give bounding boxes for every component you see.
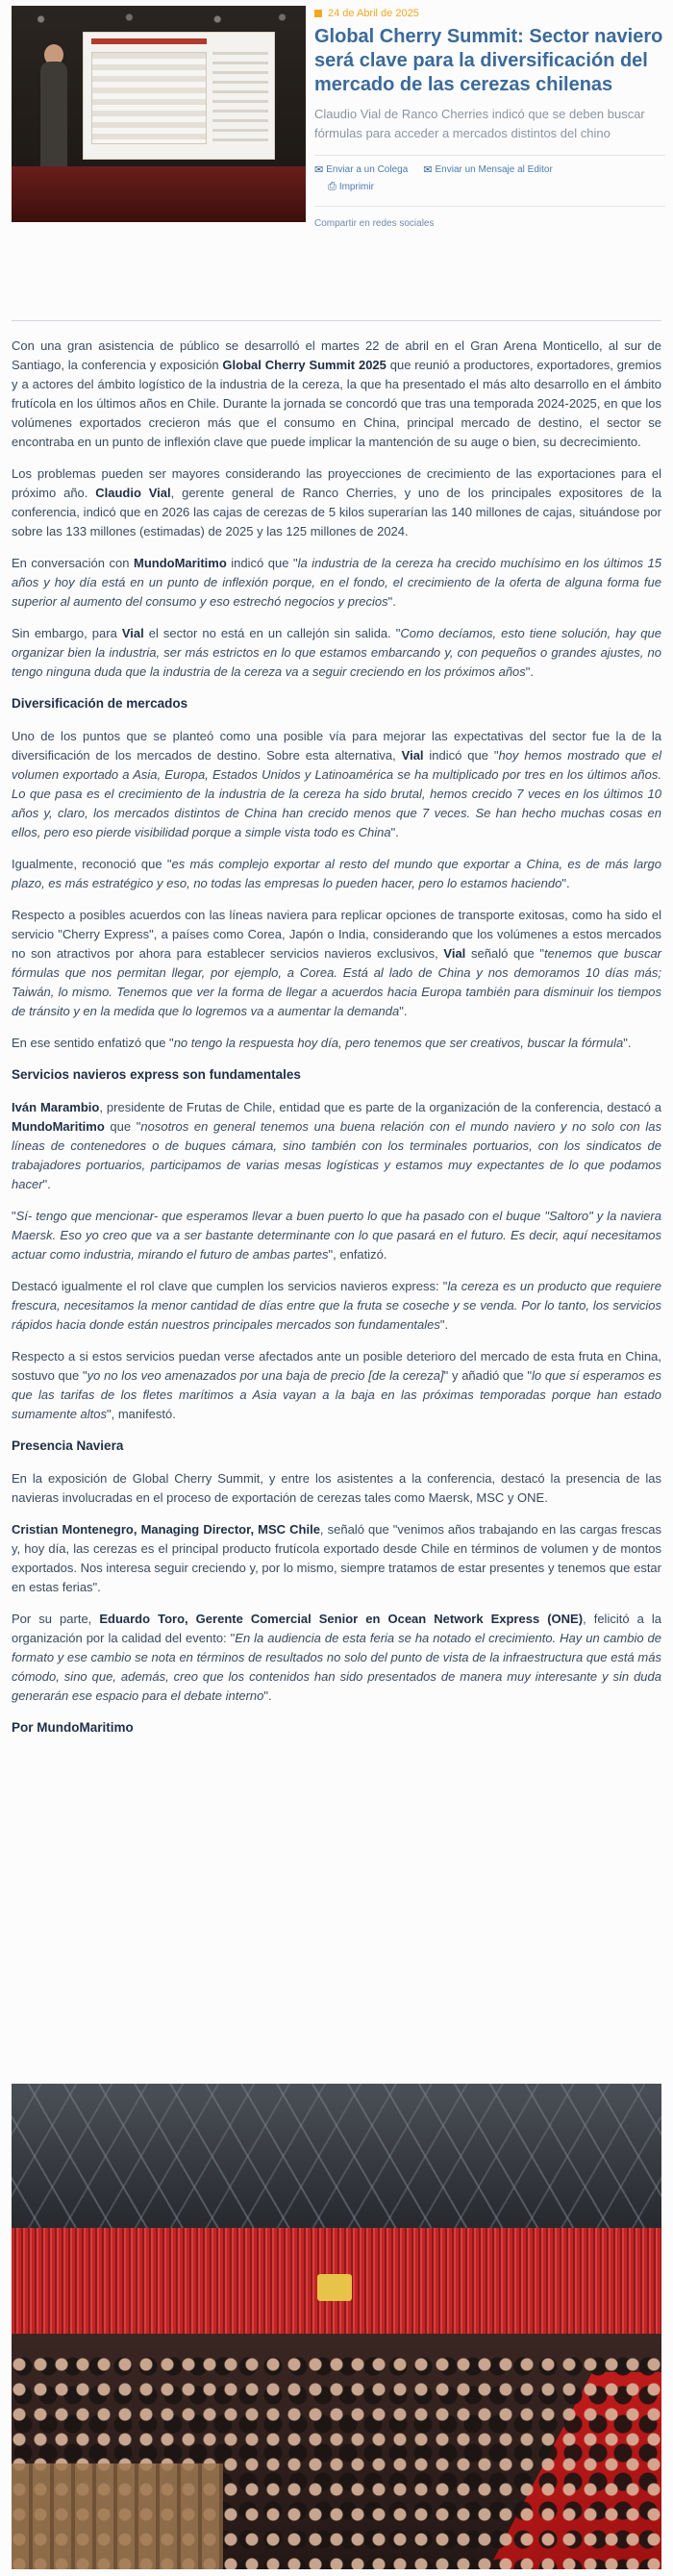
stage <box>12 166 306 222</box>
article-header <box>12 6 665 229</box>
event-photo <box>12 2084 661 2569</box>
paragraph: Respecto a si estos servicios puedan verse afectados ante un posible deterioro del mercado de esta fruta en China, sostuvo que "yo no los veo amenazados por una baja de precio [de la cereza]" y añadió que "lo que sí esperamos es que las tarifas de los fletes marítimos a Asia vayan a la baja en las próximas temporadas porque han estado sumamente altos", manifestó. <box>12 1349 662 1421</box>
print-link[interactable]: ⎙ Imprimir <box>328 180 374 192</box>
section-heading: Diversificación de mercados <box>12 696 188 711</box>
printer-icon: ⎙ <box>328 180 336 192</box>
paragraph: Cristian Montenegro, Managing Director, MSC Chile, señaló que "venimos años trabajando en las cargas frescas y, hoy día, las cerezas es el principal producto frutícola exportado desde Chile en términos de volumen y de montos exportados. Nos interesa seguir creciendo y, por lo mismo, siempre tratamos de estar presentes y tenemos que estar en estas ferias". <box>12 1522 661 1594</box>
stage-lights <box>12 10 306 29</box>
send-to-colleague-link[interactable]: ✉ Enviar a un Colega <box>314 163 409 176</box>
paragraph: En la exposición de Global Cherry Summit, y entre los asistentes a la conferencia, destacó la presencia de las navieras involucradas en el proceso de exportación de cerezas tales como Maersk, MSC y ONE. <box>12 1471 661 1505</box>
paragraph: En ese sentido enfatizó que "no tengo la respuesta hoy día, pero tenemos que ser creativos, buscar la fórmula". <box>12 1036 632 1050</box>
section-heading: Presencia Naviera <box>12 1438 124 1453</box>
event-logo <box>317 2274 352 2301</box>
article-subtitle: Claudio Vial de Ranco Cherries indicó que se deben buscar fórmulas para acceder a mercados distintos del chino <box>314 107 645 140</box>
paragraph: Igualmente, reconoció que "es más complejo exportar al resto del mundo que exportar a China, es de más largo plazo, es más estratégico y eso, no todas las empresas lo pueden hacer, pero lo estamos haciendo". <box>12 857 661 890</box>
hero-photo <box>12 6 306 222</box>
paragraph: Por su parte, Eduardo Toro, Gerente Comercial Senior en Ocean Network Express (ONE), felicitó a la organización por la calidad del evento: "En la audiencia de esta feria se ha notado el crecimiento. Hay un cambio de formato y ese cambio se nota en términos de resultados no solo del punto de vista de la infraestructura que está más cómodo, sino que, además, creo que los contenidos han sido presentados de manera muy interesante y sin duda generarán ese espacio para el debate interno". <box>12 1612 662 1703</box>
presentation-screen <box>83 32 275 160</box>
paragraph: Uno de los puntos que se planteó como una posible vía para mejorar las expectativas del sector fue la de la diversificación de los mercados de destino. Sobre esta alternativa, Vial indicó que "hoy hemos mostrado que el volumen exportado a Asia, Europa, Estados Unidos y Latinoamérica se ha multiplicado por tres en los últimos años. Lo que pasa es el crecimiento de la industria de la cereza ha sido brutal, hemos crecido 7 veces en los últimos 10 años y, claro, los mercados distintos de China han crecido menos que 7 veces. Se han hecho muchas cosas en ellos, pero eso pierde visibilidad porque a simple vista todo es China". <box>12 729 661 839</box>
paragraph: Con una gran asistencia de público se desarrolló el martes 22 de abril en el Gran Arena Monticello, al sur de Santiago, la conferencia y exposición Global Cherry Summit 2025 que reunió a productores, exportadores, gremios y a actores del ámbito logístico de la industria de la cereza, la que ha presentado el más alto desarrollo en el ámbito frutícola en los últimos años en Chile. Durante la jornada se concordó que tras una temporada 2024-2025, en que los volúmenes exportados crecieron más que el consumo en China, principal mercado de destino, el sector se encontraba en un punto de inflexión clave que puede implicar la mantención de su auge o bien, su decrecimiento. <box>12 338 662 449</box>
speaker <box>40 62 67 167</box>
article-date: 24 de Abril de 2025 <box>328 8 419 19</box>
byline: Por MundoMaritimo <box>12 1720 134 1735</box>
chairs <box>12 2463 223 2569</box>
envelope-icon: ✉ <box>423 163 433 176</box>
paragraph: Iván Marambio, presidente de Frutas de Chile, entidad que es parte de la organización de la conferencia, destacó a MundoMaritimo que "nosotros en general tenemos una buena relación con el mundo naviero y no solo con las líneas de contenedores o de buques cámara, sino también con los terminales portuarios, con los sindicatos de trabajadores portuarios, participamos de varias mesas logísticas y estamos muy expectantes de lo que podamos hacer". <box>12 1100 662 1191</box>
date-marker-icon <box>314 10 322 17</box>
paragraph: En conversación con MundoMaritimo indicó que "la industria de la cereza ha crecido muchísimo en los últimos 15 años y hoy día está en un punto de inflexión porque, en el fondo, el crecimiento de la oferta de alguna forma fue superior al aumento del consumo y eso estrechó negocios y precios". <box>12 556 661 609</box>
article-body <box>12 337 661 1751</box>
paragraph: Sin embargo, para Vial el sector no está en un callejón sin salida. "Como decíamos, esto tiene solución, hay que organizar bien la industria, ser más estrictos en lo que estamos embarcando y, con pequeños o grandes ajustes, no tengo ninguna duda que la industria de la cereza va a seguir creciendo en los próximos años". <box>12 626 661 679</box>
header-divider <box>12 320 661 321</box>
send-to-editor-link[interactable]: ✉ Enviar un Mensaje al Editor <box>423 163 553 176</box>
date-row <box>314 6 665 21</box>
section-heading: Servicios navieros express son fundamentales <box>12 1067 301 1082</box>
paragraph: "Sí- tengo que mencionar- que esperamos llevar a buen puerto lo que ha pasado con el buque "Saltoro" y la naviera Maersk. Eso yo creo que va a ser bastante determinante con lo que pasará en el futuro. Es decir, aquí necesitamos actuar como industria, mirando el futuro de ambas partes", enfatizó. <box>12 1209 661 1262</box>
paragraph: Destacó igualmente el rol clave que cumplen los servicios navieros express: "la cereza es un producto que requiere frescura, necesitamos la menor cantidad de días entre que la fruta se coseche y se venda. Por lo tanto, los servicios rápidos hacia donde están nuestros principales mercados son fundamentales". <box>12 1279 661 1332</box>
share-social-link[interactable]: Compartir en redes sociales <box>314 206 665 229</box>
article-actions <box>314 155 665 194</box>
article-title: Global Cherry Summit: Sector naviero será clave para la diversificación del mercado de las cerezas chilenas <box>314 26 663 95</box>
paragraph: Los problemas pueden ser mayores considerando las proyecciones de crecimiento de las exportaciones para el próximo año. Claudio Vial, gerente general de Ranco Cherries, y uno de los principales expositores de la conferencia, indicó que en 2026 las cajas de cerezas de 5 kilos superarían las 140 millones de cajas, situándose por sobre las 133 millones (estimadas) de 2025 y las 125 millones de 2024. <box>12 466 661 538</box>
article-meta <box>314 6 665 229</box>
envelope-icon: ✉ <box>314 163 324 176</box>
roof-truss <box>12 2084 661 2238</box>
paragraph: Respecto a posibles acuerdos con las líneas naviera para replicar opciones de transporte exitosas, como ha sido el servicio "Cherry Express", a países como Corea, Japón o India, considerando que los volúmenes a estos mercados no son atractivos por ahora para establecer servicios navieros exclusivos, Vial señaló que "tenemos que buscar fórmulas que nos permitan llegar, por ejemplo, a Corea. Está al lado de China y nos demoramos 10 días más; Taiwán, lo mismo. Tenemos que ver la forma de llegar a acuerdos hacia Europa también para disminuir los tiempos de tránsito y en la medida que lo logremos va a aumentar la demanda". <box>12 908 662 1018</box>
